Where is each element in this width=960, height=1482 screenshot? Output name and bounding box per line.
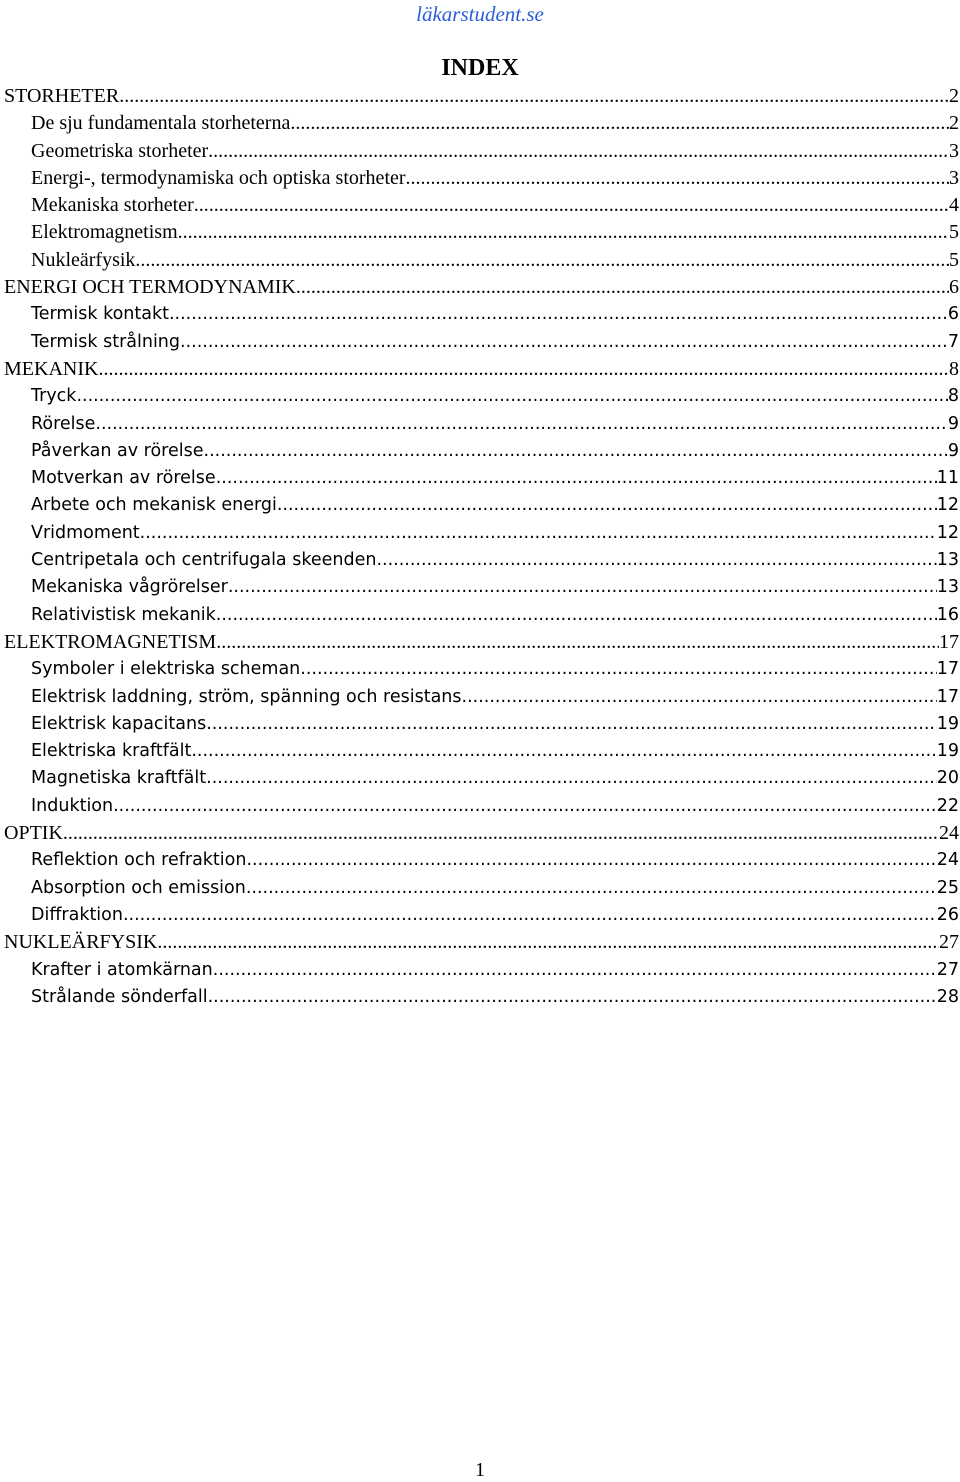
dot-leader: [191, 738, 936, 765]
dot-leader: [95, 411, 947, 438]
dot-leader: [216, 465, 937, 492]
dot-leader: [213, 957, 937, 984]
toc-section-entry[interactable]: [4, 929, 959, 956]
toc-entry-label: Påverkan av rörelse: [31, 440, 204, 461]
toc-entry-page-number: 19: [936, 741, 959, 762]
toc-entry-page-number: 6: [947, 304, 959, 325]
toc-entry-label: Centripetala och centrifugala skeenden: [31, 550, 377, 571]
dot-leader: [178, 219, 949, 246]
toc-entry-page-number: 22: [936, 795, 959, 816]
toc-entry-label: De sju fundamentala storheterna: [31, 112, 291, 135]
toc-subsection-entry[interactable]: [4, 738, 959, 765]
dot-leader: [206, 765, 937, 792]
toc-entry-page-number: 27: [936, 959, 959, 980]
toc-subsection-entry[interactable]: [4, 465, 959, 492]
toc-entry-page-number: 13: [936, 550, 959, 571]
toc-entry-label: MEKANIK: [4, 357, 99, 380]
toc-entry-page-number: 6: [949, 276, 959, 299]
toc-entry-page-number: 25: [936, 877, 959, 898]
dot-leader: [290, 110, 949, 137]
toc-entry-label: Strålande sönderfall: [31, 986, 208, 1007]
toc-subsection-entry[interactable]: [4, 247, 959, 274]
dot-leader: [63, 820, 939, 847]
toc-subsection-entry[interactable]: [4, 711, 959, 738]
toc-subsection-entry[interactable]: [4, 875, 959, 902]
toc-subsection-entry[interactable]: [4, 984, 959, 1011]
toc-entry-label: Krafter i atomkärnan: [31, 959, 213, 980]
toc-subsection-entry[interactable]: [4, 411, 959, 438]
dot-leader: [157, 929, 939, 956]
toc-entry-page-number: 9: [947, 440, 959, 461]
dot-leader: [119, 83, 949, 110]
toc-subsection-entry[interactable]: [4, 329, 959, 356]
toc-entry-label: Termisk strålning: [31, 331, 181, 352]
toc-entry-page-number: 3: [949, 139, 959, 162]
dot-leader: [228, 574, 937, 601]
toc-entry-page-number: 17: [936, 686, 959, 707]
dot-leader: [204, 438, 948, 465]
toc-entry-label: Induktion: [31, 795, 114, 816]
toc-entry-page-number: 5: [949, 248, 959, 271]
toc-entry-label: Magnetiska kraftfält: [31, 768, 207, 789]
toc-entry-page-number: 12: [936, 495, 959, 516]
toc-entry-page-number: 4: [949, 194, 959, 217]
toc-entry-page-number: 8: [949, 357, 959, 380]
dot-leader: [169, 301, 948, 328]
page-number: 1: [475, 1459, 485, 1481]
dot-leader: [98, 356, 949, 383]
toc-entry-label: NUKLEÄRFYSIK: [4, 931, 158, 954]
toc-subsection-entry[interactable]: [4, 602, 959, 629]
toc-entry-page-number: 12: [936, 522, 959, 543]
dot-leader: [76, 383, 947, 410]
toc-entry-page-number: 19: [936, 713, 959, 734]
dot-leader: [208, 984, 937, 1011]
toc-entry-page-number: 9: [947, 413, 959, 434]
toc-entry-page-number: 2: [949, 85, 959, 107]
toc-entry-label: Relativistisk mekanik: [31, 604, 216, 625]
dot-leader: [140, 520, 937, 547]
toc-entry-page-number: 13: [936, 577, 959, 598]
toc-entry-label: OPTIK: [4, 822, 63, 845]
toc-entry-page-number: 24: [939, 822, 959, 845]
toc-subsection-entry[interactable]: [4, 684, 959, 711]
toc-subsection-entry[interactable]: [4, 957, 959, 984]
toc-entry-label: Rörelse: [31, 413, 96, 434]
toc-entry-page-number: 27: [939, 931, 959, 954]
toc-entry-label: Energi-, termodynamiska och optiska storheter: [31, 166, 406, 189]
toc-subsection-entry[interactable]: [4, 765, 959, 792]
toc-subsection-entry[interactable]: [4, 656, 959, 683]
toc-section-entry[interactable]: [4, 274, 959, 301]
index-title: INDEX: [441, 55, 519, 81]
toc-entry-label: Motverkan av rörelse: [31, 468, 216, 489]
toc-subsection-entry[interactable]: [4, 793, 959, 820]
toc-entry-label: Elektromagnetism: [31, 221, 178, 244]
toc-subsection-entry[interactable]: [4, 301, 959, 328]
toc-entry-label: Mekaniska storheter: [31, 194, 194, 217]
table-of-contents: [4, 83, 959, 1011]
dot-leader: [194, 192, 949, 219]
dot-leader: [406, 165, 949, 192]
toc-subsection-entry[interactable]: [4, 438, 959, 465]
toc-entry-label: Vridmoment: [31, 522, 140, 543]
dot-leader: [180, 329, 948, 356]
toc-section-entry[interactable]: [4, 820, 959, 847]
toc-subsection-entry[interactable]: [4, 847, 959, 874]
toc-entry-label: ELEKTROMAGNETISM: [4, 630, 217, 653]
toc-entry-label: ENERGI OCH TERMODYNAMIK: [4, 276, 296, 299]
toc-entry-page-number: 2: [949, 112, 959, 135]
toc-entry-page-number: 11: [936, 468, 959, 489]
toc-entry-label: Mekaniska vågrörelser: [31, 577, 228, 598]
dot-leader: [277, 492, 937, 519]
toc-entry-label: Absorption och emission: [31, 877, 246, 898]
dot-leader: [246, 875, 937, 902]
toc-entry-page-number: 7: [947, 331, 959, 352]
toc-section-entry[interactable]: [4, 356, 959, 383]
toc-entry-page-number: 8: [947, 386, 959, 407]
toc-entry-label: Symboler i elektriska scheman: [31, 659, 301, 680]
toc-entry-label: Diffraktion: [31, 904, 123, 925]
toc-entry-label: Tryck: [31, 386, 77, 407]
dot-leader: [208, 138, 949, 165]
toc-entry-page-number: 17: [936, 659, 959, 680]
toc-entry-page-number: 28: [936, 986, 959, 1007]
toc-entry-page-number: 16: [936, 604, 959, 625]
toc-subsection-entry[interactable]: [4, 902, 959, 929]
site-header-link[interactable]: läkarstudent.se: [416, 2, 544, 26]
toc-entry-label: Geometriska storheter: [31, 139, 209, 162]
toc-entry-label: Elektrisk laddning, ström, spänning och resistans: [31, 686, 462, 707]
toc-entry-label: Reflektion och refraktion: [31, 850, 247, 871]
toc-subsection-entry[interactable]: [4, 138, 959, 165]
toc-entry-page-number: 5: [949, 221, 959, 244]
dot-leader: [206, 711, 937, 738]
dot-leader: [376, 547, 936, 574]
dot-leader: [216, 629, 939, 656]
toc-section-entry[interactable]: [4, 83, 959, 110]
toc-entry-label: Arbete och mekanisk energi: [31, 495, 277, 516]
dot-leader: [462, 684, 937, 711]
toc-entry-page-number: 17: [939, 630, 959, 653]
dot-leader: [246, 847, 936, 874]
toc-subsection-entry[interactable]: [4, 492, 959, 519]
toc-subsection-entry[interactable]: [4, 165, 959, 192]
toc-entry-label: STORHETER: [4, 85, 120, 107]
toc-entry-page-number: 3: [949, 166, 959, 189]
toc-subsection-entry[interactable]: [4, 110, 959, 137]
dot-leader: [296, 274, 949, 301]
toc-entry-label: Elektriska kraftfält: [31, 741, 192, 762]
toc-subsection-entry[interactable]: [4, 547, 959, 574]
dot-leader: [300, 656, 936, 683]
toc-subsection-entry[interactable]: [4, 520, 959, 547]
toc-entry-page-number: 20: [936, 768, 959, 789]
toc-entry-label: Elektrisk kapacitans: [31, 713, 207, 734]
toc-entry-page-number: 26: [936, 904, 959, 925]
toc-section-entry[interactable]: [4, 629, 959, 656]
toc-entry-label: Termisk kontakt: [31, 304, 169, 325]
dot-leader: [113, 793, 937, 820]
toc-entry-page-number: 24: [936, 850, 959, 871]
toc-subsection-entry[interactable]: [4, 219, 959, 246]
dot-leader: [135, 247, 949, 274]
toc-subsection-entry[interactable]: [4, 574, 959, 601]
dot-leader: [123, 902, 937, 929]
dot-leader: [216, 602, 937, 629]
toc-entry-label: Nukleärfysik: [31, 248, 136, 271]
toc-subsection-entry[interactable]: [4, 192, 959, 219]
toc-subsection-entry[interactable]: [4, 383, 959, 410]
